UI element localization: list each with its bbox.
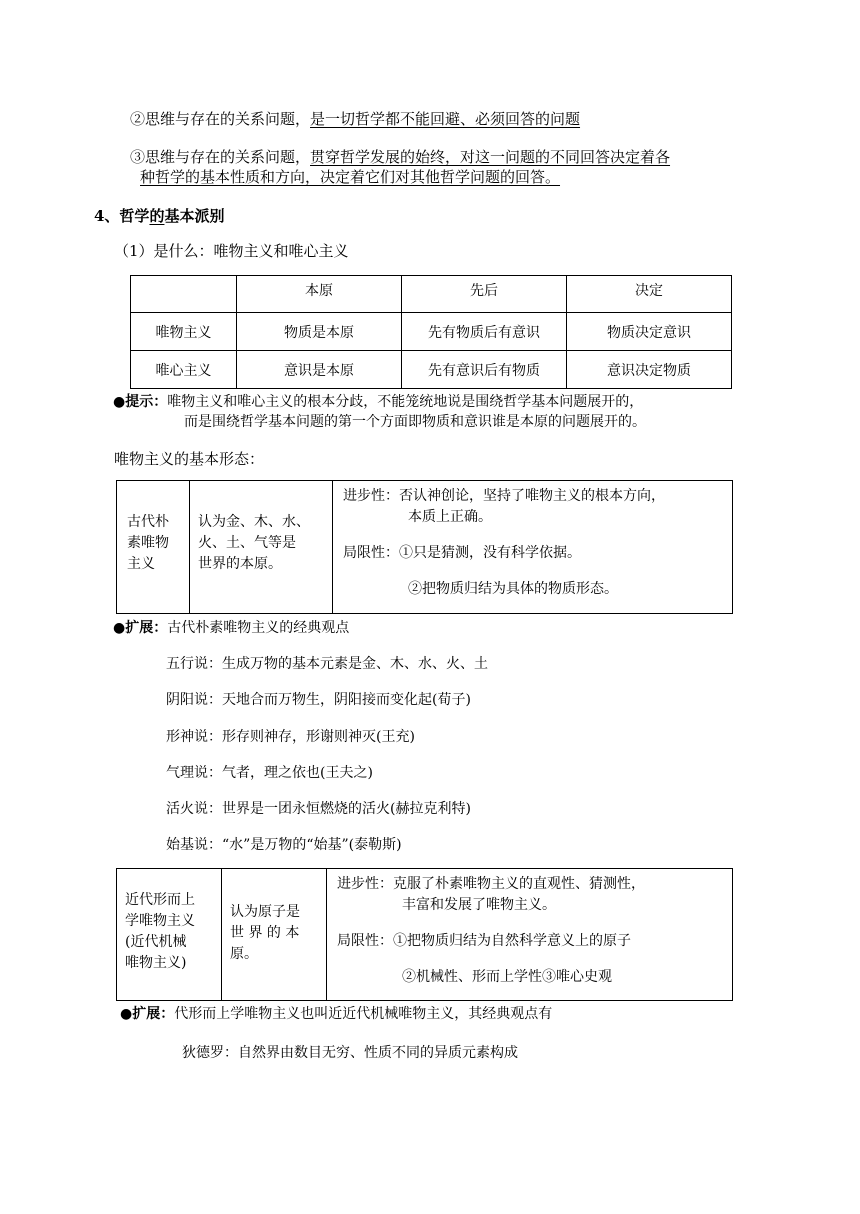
form-view-cell <box>222 869 327 1001</box>
progress-line1 <box>337 873 645 893</box>
form-name-line: (近代机械 <box>125 934 187 950</box>
ext1-item: 阴阳说：天地合而万物生，阴阳接而变化起(荀子) <box>166 692 471 708</box>
ext2-item: 狄德罗：自然界由数目无穷、性质不同的异质元素构成 <box>182 1045 518 1061</box>
header-cell <box>131 276 237 313</box>
form-view-line: 认为金、木、水、 <box>198 514 310 530</box>
ext1-item: 始基说：“水”是万物的“始基”(泰勒斯) <box>166 837 402 853</box>
limit-line1 <box>343 542 581 562</box>
progress-line2: 丰富和发展了唯物主义。 <box>402 897 556 913</box>
table-header-row <box>131 276 732 313</box>
tip-line2: 而是围绕哲学基本问题的第一个方面即物质和意识谁是本原的问题展开的。 <box>184 414 646 430</box>
ext1-item: 形神说：形存则神存，形谢则神灭(王充) <box>166 729 415 745</box>
table-cell: 唯心主义 <box>131 351 237 389</box>
table-cell: 先有物质后有意识 <box>402 313 567 351</box>
heading-post: 基本派别 <box>164 207 225 225</box>
form-view-line: 原。 <box>230 946 258 962</box>
tip-text-1: 唯物主义和唯心主义的根本分歧，不能笼统地说是围绕哲学基本问题展开的， <box>167 394 644 410</box>
table-cell: 意识是本原 <box>237 351 402 389</box>
heading-pre: 4、哲学 <box>94 207 150 225</box>
table-row <box>131 313 732 351</box>
ext1-item: 五行说：生成万物的基本元素是金、木、水、火、土 <box>166 656 488 672</box>
ext2-label: ●扩展： <box>120 1006 175 1022</box>
heading-mid: 的 <box>149 207 165 225</box>
item-3-prefix: ③思维与存在的关系问题， <box>130 148 311 166</box>
limit-line1 <box>337 930 631 950</box>
form-name-line: 素唯物 <box>127 535 169 551</box>
form-name-line: 主义 <box>127 556 155 572</box>
tip-line1 <box>113 391 643 411</box>
progress-text: 克服了朴素唯物主义的直观性、猜测性， <box>393 876 645 892</box>
form-view-line: 认为原子是 <box>230 904 300 920</box>
section-4-heading <box>94 205 224 226</box>
progress-text: 否认神创论，坚持了唯物主义的根本方向， <box>399 488 665 504</box>
form-eval-cell <box>327 869 733 1001</box>
ext1-item: 气理说：气者，理之依也(王夫之) <box>166 765 373 781</box>
item-3-line2: 种哲学的基本性质和方向，决定着它们对其他哲学问题的回答。 <box>140 168 561 186</box>
progress-line1 <box>343 485 665 505</box>
form-eval-cell <box>333 481 733 614</box>
limit-line2: ②机械性、形而上学性③唯心史观 <box>402 969 612 985</box>
item-3-line1 <box>130 146 670 167</box>
progress-label: 进步性： <box>343 488 399 504</box>
item-3-underlined-1: 贯穿哲学发展的始终，对这一问题的不同回答决定着各 <box>310 148 671 166</box>
table-cell: 物质是本原 <box>237 313 402 351</box>
table-cell: 物质决定意识 <box>567 313 732 351</box>
sub-heading-1: （1）是什么：唯物主义和唯心主义 <box>114 242 349 260</box>
form-name-line: 古代朴 <box>127 514 169 530</box>
form-name-line: 近代形而上 <box>125 892 195 908</box>
form-name-line: 唯物主义) <box>125 955 187 971</box>
tip-label: ●提示： <box>113 394 168 410</box>
header-cell: 决定 <box>567 276 732 313</box>
item-2-underlined: 是一切哲学都不能回避、必须回答的问题 <box>310 110 581 128</box>
form-name-line: 学唯物主义 <box>125 913 195 929</box>
table-cell: 唯物主义 <box>131 313 237 351</box>
ext1-item: 活火说：世界是一团永恒燃烧的活火(赫拉克利特) <box>166 801 471 817</box>
limit-label: 局限性： <box>337 933 393 949</box>
form-view-line: 世界的本原。 <box>198 556 282 572</box>
header-cell: 先后 <box>402 276 567 313</box>
ext1-header <box>113 617 349 637</box>
ext2-header <box>120 1003 552 1023</box>
form-view-cell <box>190 481 333 614</box>
ext1-text: 古代朴素唯物主义的经典观点 <box>167 620 350 636</box>
form-view-line: 火、土、气等是 <box>198 535 296 551</box>
limit-text: ①把物质归结为自然科学意义上的原子 <box>393 933 631 949</box>
progress-line2: 本质上正确。 <box>408 509 492 525</box>
table-ancient-materialism <box>116 480 733 614</box>
ext1-label: ●扩展： <box>113 620 168 636</box>
table-modern-materialism <box>116 868 733 1001</box>
table-row <box>131 351 732 389</box>
form-view-line: 世 界 的 本 <box>230 925 300 941</box>
progress-label: 进步性： <box>337 876 393 892</box>
form-name-cell <box>117 869 222 1001</box>
item-2 <box>130 108 580 129</box>
limit-text: ①只是猜测，没有科学依据。 <box>399 545 581 561</box>
limit-label: 局限性： <box>343 545 399 561</box>
form-name-cell <box>117 481 190 614</box>
forms-heading: 唯物主义的基本形态： <box>114 450 265 468</box>
item-2-prefix: ②思维与存在的关系问题， <box>130 110 311 128</box>
limit-line2: ②把物质归结为具体的物质形态。 <box>408 581 618 597</box>
table-cell: 意识决定物质 <box>567 351 732 389</box>
header-cell: 本原 <box>237 276 402 313</box>
ext2-text: 代形而上学唯物主义也叫近近代机械唯物主义，其经典观点有 <box>174 1006 553 1022</box>
table-cell: 先有意识后有物质 <box>402 351 567 389</box>
table-materialism-idealism <box>130 275 732 389</box>
